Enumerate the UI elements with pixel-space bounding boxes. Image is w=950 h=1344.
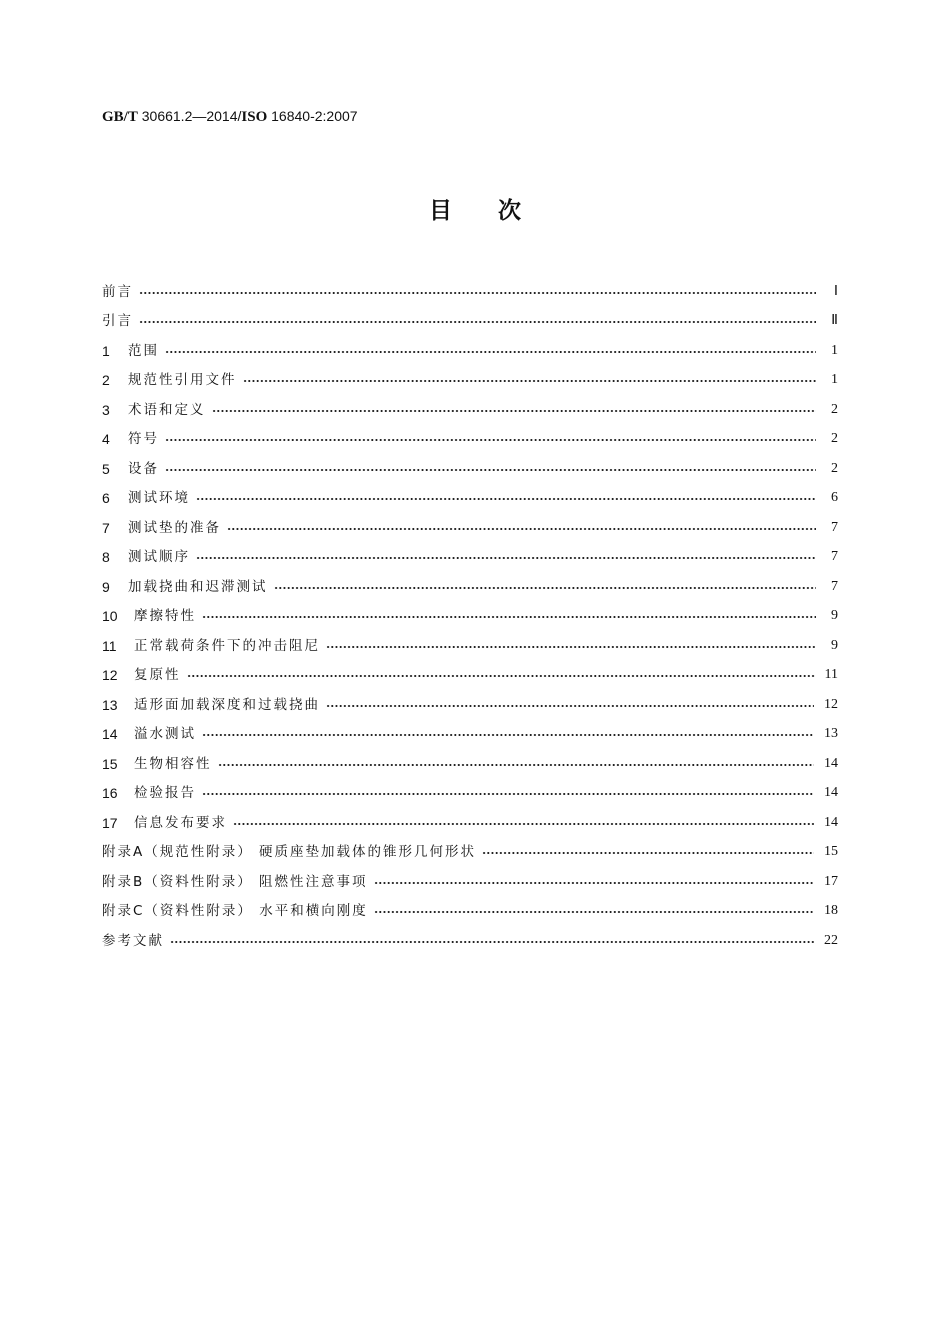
toc-entry-label: 信息发布要求: [134, 814, 227, 831]
toc-entry-page: 15: [824, 844, 838, 859]
toc-entry-label: 测试顺序: [128, 549, 190, 565]
dot-leader: [374, 910, 814, 914]
toc-entry-number: 12: [102, 667, 118, 683]
toc-entry[interactable]: [102, 654, 838, 684]
toc-entry-label: 符号: [128, 431, 159, 447]
dot-leader: [165, 350, 816, 354]
toc-entry-page: 2: [831, 401, 838, 417]
standard-prefix: GB/T: [102, 109, 138, 125]
dot-leader: [218, 763, 815, 767]
dot-leader: [139, 291, 816, 295]
toc-entry-label: 检验报告: [134, 785, 196, 801]
toc-entry-page: 2: [831, 431, 838, 446]
toc-entry-number: 16: [102, 785, 118, 801]
toc-entry[interactable]: [102, 388, 838, 418]
toc-entry-page: 13: [824, 726, 838, 741]
toc-entry-label: 生物相容性: [134, 755, 212, 772]
toc-entry-label: 规范性引用文件: [128, 372, 237, 388]
toc-entry[interactable]: [102, 801, 838, 831]
dot-leader: [165, 468, 816, 472]
toc-entry[interactable]: [102, 447, 838, 477]
toc-entry-number: 7: [102, 519, 110, 536]
toc-entry-label: 测试环境: [128, 490, 190, 506]
toc-entry-label: 范围: [128, 342, 159, 359]
iso-code: 16840-2:2007: [271, 108, 358, 124]
standard-code: 30661.2—2014/: [141, 108, 242, 124]
dot-leader: [233, 822, 814, 826]
toc-entry-number: 13: [102, 696, 118, 713]
toc-entry-label: 摩擦特性: [134, 608, 196, 624]
standard-number: [102, 108, 358, 126]
dot-leader: [274, 586, 817, 590]
dot-leader: [202, 792, 814, 796]
dot-leader: [227, 527, 816, 531]
dot-leader: [202, 615, 816, 619]
toc-entry-label: 加载挠曲和迟滞测试: [128, 578, 268, 595]
toc-entry-number: 5: [102, 460, 110, 477]
dot-leader: [326, 645, 816, 649]
toc-entry[interactable]: [102, 418, 838, 448]
dot-leader: [139, 320, 816, 324]
toc-entry-label: 复原性: [134, 667, 181, 683]
toc-entry[interactable]: [102, 506, 838, 536]
toc-entry-page: 14: [824, 755, 838, 771]
toc-entry-page: 12: [824, 696, 838, 712]
page-title: 目次: [429, 198, 567, 224]
toc-entry-label: 设备: [128, 460, 159, 477]
toc-entry-number: 11: [102, 637, 117, 654]
iso-prefix: ISO: [241, 109, 268, 125]
toc-entry[interactable]: [102, 860, 838, 890]
toc-entry-page: 2: [831, 460, 838, 476]
toc-entry-page: 11: [824, 667, 838, 682]
toc-entry-page: 1: [831, 342, 838, 358]
toc-entry-page: 1: [831, 372, 838, 387]
toc-entry[interactable]: [102, 270, 838, 300]
toc-entry-page: 7: [831, 549, 838, 564]
toc-entry-number: 3: [102, 401, 110, 418]
toc-entry-number: 4: [102, 431, 110, 447]
toc-entry-number: 15: [102, 755, 118, 772]
dot-leader: [374, 881, 814, 885]
toc-entry[interactable]: [102, 742, 838, 772]
toc-entry-page: 17: [824, 873, 838, 889]
toc-entry-number: 17: [102, 814, 118, 831]
toc-entry[interactable]: [102, 772, 838, 802]
table-of-contents: [102, 270, 838, 949]
toc-entry-number: 9: [102, 578, 110, 595]
toc-entry-number: 10: [102, 608, 118, 624]
toc-entry-label: 术语和定义: [128, 401, 206, 418]
dot-leader: [202, 733, 814, 737]
toc-entry-label: 附录C（资料性附录） 水平和横向刚度: [102, 903, 368, 919]
toc-entry-number: 2: [102, 372, 110, 388]
toc-entry[interactable]: [102, 683, 838, 713]
dot-leader: [170, 940, 814, 944]
toc-entry-label: 适形面加载深度和过载挠曲: [134, 696, 320, 713]
toc-entry[interactable]: [102, 890, 838, 920]
toc-entry-label: 正常载荷条件下的冲击阻尼: [134, 637, 320, 654]
toc-entry[interactable]: [102, 919, 838, 949]
toc-entry[interactable]: [102, 624, 838, 654]
dot-leader: [165, 438, 816, 442]
toc-entry-label: 引言: [102, 313, 133, 329]
toc-entry-number: 14: [102, 726, 118, 742]
toc-entry-label: 附录B（资料性附录） 阻燃性注意事项: [102, 873, 368, 890]
toc-entry[interactable]: [102, 477, 838, 507]
toc-entry[interactable]: [102, 713, 838, 743]
toc-entry[interactable]: [102, 536, 838, 566]
toc-entry-page: 9: [831, 637, 838, 653]
dot-leader: [187, 674, 815, 678]
toc-entry-label: 溢水测试: [134, 726, 196, 742]
toc-entry[interactable]: [102, 565, 838, 595]
toc-entry-page: 7: [831, 519, 838, 535]
toc-entry-label: 前言: [102, 283, 133, 300]
toc-entry-page: 6: [831, 490, 838, 505]
toc-entry-page: Ⅱ: [831, 313, 838, 328]
toc-entry-page: 7: [831, 578, 838, 594]
toc-entry-page: Ⅰ: [833, 283, 838, 299]
dot-leader: [196, 556, 816, 560]
toc-entry-page: 14: [824, 814, 838, 830]
toc-entry-number: 6: [102, 490, 110, 506]
toc-entry[interactable]: [102, 359, 838, 389]
dot-leader: [212, 409, 817, 413]
dot-leader: [326, 704, 814, 708]
dot-leader: [196, 497, 816, 501]
toc-entry-page: 9: [831, 608, 838, 623]
toc-entry-page: 14: [824, 785, 838, 800]
toc-entry-page: 22: [824, 932, 838, 948]
toc-entry[interactable]: [102, 300, 838, 330]
toc-entry-label: 参考文献: [102, 932, 164, 949]
toc-entry-label: 附录A（规范性附录） 硬质座垫加载体的锥形几何形状: [102, 844, 477, 860]
toc-entry-number: 8: [102, 549, 110, 565]
dot-leader: [482, 851, 814, 855]
toc-entry-label: 测试垫的准备: [128, 519, 221, 536]
toc-entry[interactable]: [102, 831, 838, 861]
toc-entry[interactable]: [102, 595, 838, 625]
dot-leader: [243, 379, 817, 383]
toc-entry[interactable]: [102, 329, 838, 359]
toc-entry-page: 18: [824, 903, 838, 918]
toc-entry-number: 1: [102, 342, 110, 359]
